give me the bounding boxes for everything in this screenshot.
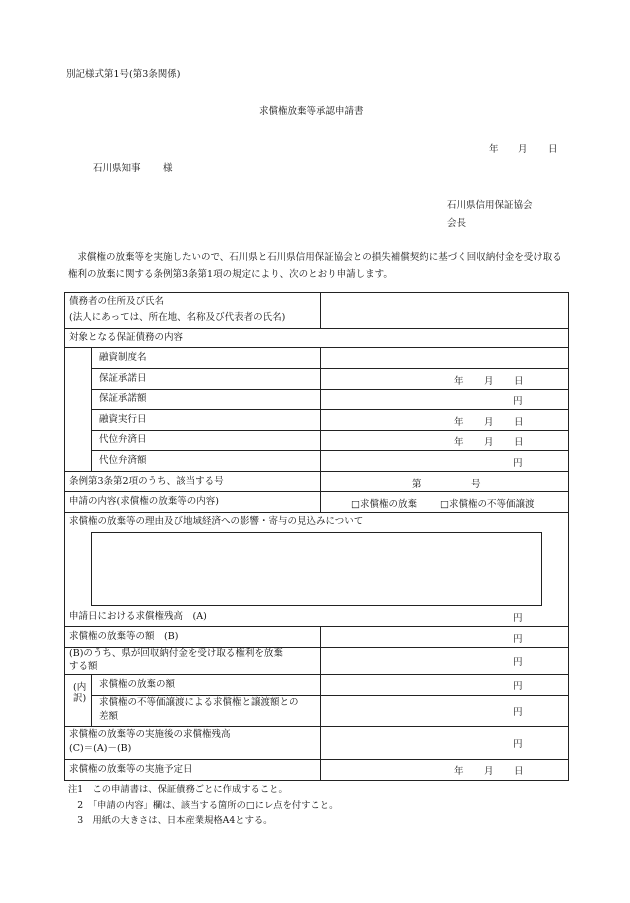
subrogation-date-label: 代位弁済日 — [99, 434, 147, 445]
b-portion-yen: 円 — [513, 657, 523, 668]
debtor-label: 債務者の住所及び氏名 — [69, 296, 165, 307]
request-content-label: 申請の内容(求償権の放棄等の内容) — [69, 496, 219, 507]
guarantee-date-month: 月 — [484, 376, 494, 387]
subrogation-amount-label: 代位弁済額 — [99, 455, 147, 466]
subrogation-date-year: 年 — [454, 437, 464, 448]
guarantee-amount-label: 保証承諾額 — [99, 393, 147, 404]
loan-date-month: 月 — [484, 417, 494, 428]
document-title: 求償権放棄等承認申請書 — [259, 106, 364, 117]
date-month-label: 月 — [518, 144, 528, 155]
debtor-label-note: (法人にあっては、所在地、名称及び代表者の氏名) — [69, 312, 286, 323]
guarantee-date-year: 年 — [454, 376, 464, 387]
breakdown-transfer-label: 求償権の不等価譲渡による求償権と譲渡額との — [99, 697, 299, 708]
target-guarantee-label: 対象となる保証債務の内容 — [69, 332, 184, 343]
article-go-label: 号 — [471, 479, 481, 490]
note-2: 2 「申請の内容」欄は、該当する箇所の□にレ点を付すこと。 — [68, 799, 339, 811]
loan-system-input[interactable] — [324, 350, 564, 366]
breakdown-waiver-yen: 円 — [513, 681, 523, 692]
planned-date-year: 年 — [454, 766, 464, 777]
guarantee-date-day: 日 — [514, 376, 524, 387]
applicant-title: 会長 — [447, 218, 467, 229]
reason-textarea[interactable] — [94, 535, 538, 603]
reason-label: 求償権の放棄等の理由及び地域経済への影響・寄与の見込みについて — [69, 516, 364, 527]
loan-date-year: 年 — [454, 417, 464, 428]
guarantee-amount-yen: 円 — [513, 396, 523, 407]
b-portion-label-cont: する額 — [69, 661, 98, 672]
breakdown-transfer-label-cont: 差額 — [99, 711, 119, 722]
loan-system-label: 融資制度名 — [99, 352, 147, 363]
option-unequal-transfer-checkbox[interactable]: □求償権の不等価譲渡 — [440, 499, 535, 510]
application-statement: 求償権の放棄等を実施したいので、石川県と石川県信用保証協会との損失補償契約に基づく回収納付金を受け取る権利の放棄に関する条例第3条第1項の規定により、次のとおり申請します。 — [68, 252, 562, 280]
balance-label: 申請日における求償権残高 (A) — [69, 611, 207, 622]
applicant-organization: 石川県信用保証協会 — [447, 200, 533, 211]
breakdown-waiver-label: 求償権の放棄の額 — [99, 679, 176, 690]
date-year-label: 年 — [489, 144, 499, 155]
after-balance-label: 求償権の放棄等の実施後の求償権残高 — [69, 729, 231, 740]
loan-date-label: 融資実行日 — [99, 414, 147, 425]
after-balance-formula: (C)＝(A)－(B) — [69, 743, 132, 754]
application-form-table — [64, 292, 569, 781]
guarantee-date-label: 保証承諾日 — [99, 373, 147, 384]
breakdown-label: (内訳) — [73, 682, 87, 704]
debtor-input[interactable] — [324, 295, 564, 325]
note-1: 注1 この申請書は、保証債務ごとに作成すること。 — [68, 784, 288, 795]
form-reference: 別記様式第1号(第3条関係) — [66, 69, 181, 80]
planned-date-month: 月 — [484, 766, 494, 777]
note-3: 3 用紙の大きさは、日本産業規格A4とする。 — [68, 815, 273, 826]
balance-yen: 円 — [513, 613, 523, 624]
addressee-suffix: 様 — [163, 163, 173, 174]
subrogation-date-day: 日 — [514, 437, 524, 448]
planned-date-day: 日 — [514, 766, 524, 777]
addressee: 石川県知事 — [93, 163, 141, 174]
article-clause-label: 条例第3条第2項のうち、該当する号 — [69, 476, 224, 487]
loan-date-day: 日 — [514, 417, 524, 428]
waiver-amount-yen: 円 — [513, 634, 523, 645]
date-day-label: 日 — [548, 144, 558, 155]
subrogation-date-month: 月 — [484, 437, 494, 448]
subrogation-amount-yen: 円 — [513, 458, 523, 469]
option-waiver-checkbox[interactable]: □求償権の放棄 — [351, 499, 417, 510]
breakdown-transfer-yen: 円 — [513, 707, 523, 718]
notes-section — [68, 782, 338, 829]
after-balance-yen: 円 — [513, 739, 523, 750]
b-portion-label: (B)のうち、県が回収納付金を受け取る権利を放棄 — [69, 648, 283, 659]
planned-date-label: 求償権の放棄等の実施予定日 — [69, 764, 193, 775]
article-dai-label: 第 — [412, 479, 422, 490]
waiver-amount-label: 求償権の放棄等の額 (B) — [69, 631, 179, 642]
